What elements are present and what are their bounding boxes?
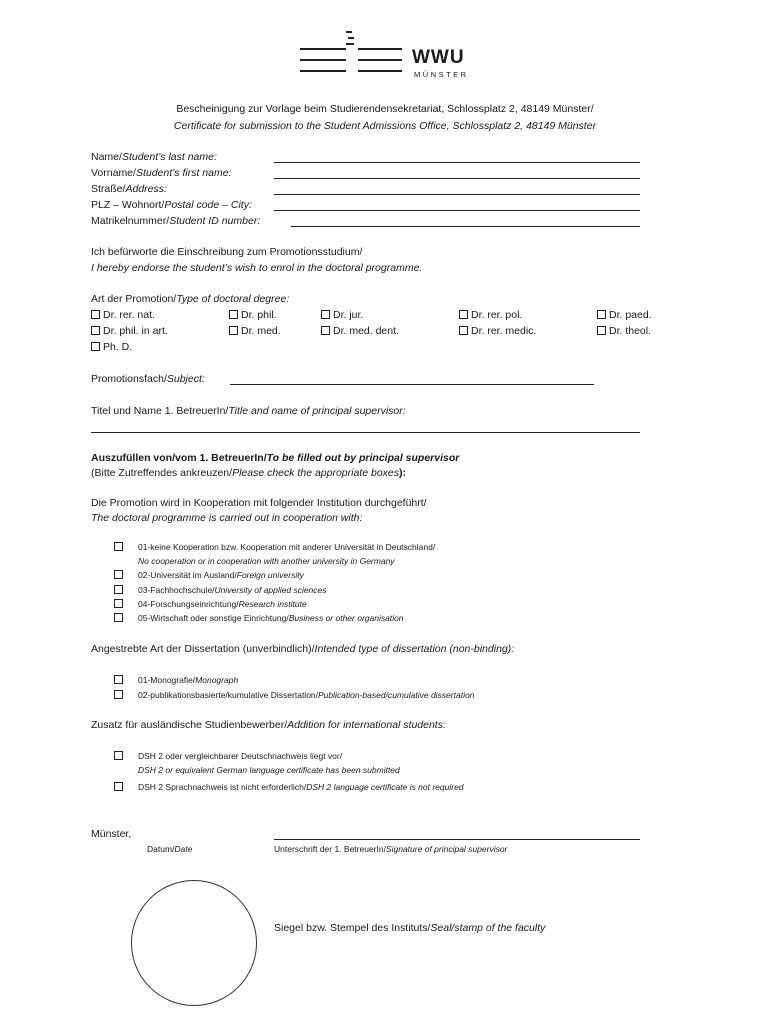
city-label: PLZ – Wohnort/Postal code – City: — [91, 199, 252, 211]
degree-option[interactable]: Dr. rer. medic. — [459, 325, 536, 338]
checkbox-icon[interactable] — [229, 310, 238, 319]
checkbox-icon[interactable] — [459, 310, 468, 319]
student-id-label: Matrikelnummer/Student ID number: — [91, 215, 261, 227]
lastname-label: Name/Student’s last name: — [91, 151, 217, 163]
checkbox-diss-02[interactable] — [114, 690, 123, 699]
date-label: Datum/Date — [147, 844, 193, 854]
diss-option-01: 01-Monografie/Monograph — [138, 675, 239, 685]
section-title: Auszufüllen von/vom 1. BetreuerIn/To be filled out by principal supervisor — [91, 452, 460, 464]
endorse-de: Ich befürworte die Einschreibung zum Promotionsstudium/ — [91, 246, 363, 258]
degree-option[interactable]: Dr. rer. nat. — [91, 309, 155, 322]
firstname-field[interactable] — [274, 178, 640, 179]
coop-option-04: 04-Forschungseinrichtung/Research institute — [138, 599, 307, 609]
checkbox-icon[interactable] — [597, 310, 606, 319]
intl-label: Zusatz für ausländische Studienbewerber/Addition for international students: — [91, 719, 446, 731]
checkbox-intl-01[interactable] — [114, 751, 123, 760]
intl-option-01-en: DSH 2 or equivalent German language certificate has been submitted — [138, 765, 400, 775]
supervisor-label: Titel und Name 1. BetreuerIn/Title and name of principal supervisor: — [91, 405, 406, 417]
checkbox-coop-05[interactable] — [114, 613, 123, 622]
degree-option[interactable]: Ph. D. — [91, 341, 132, 354]
degree-option[interactable]: Dr. theol. — [597, 325, 651, 338]
logo-wwu-text: WWU — [412, 47, 465, 68]
signature-label: Unterschrift der 1. BetreuerIn/Signature of principal supervisor — [274, 844, 508, 854]
checkbox-coop-03[interactable] — [114, 585, 123, 594]
endorse-en: I hereby endorse the student’s wish to enrol in the doctoral programme. — [91, 262, 423, 274]
degree-option[interactable]: Dr. jur. — [321, 309, 363, 322]
city-field[interactable] — [274, 210, 640, 211]
wwu-logo — [296, 28, 476, 82]
checkbox-icon[interactable] — [321, 326, 330, 335]
checkbox-coop-04[interactable] — [114, 599, 123, 608]
checkbox-icon[interactable] — [91, 326, 100, 335]
coop-option-01-en: No cooperation or in cooperation with another university in Germany — [138, 556, 395, 566]
section-subtitle: (Bitte Zutreffendes ankreuzen/Please check the appropriate boxes): — [91, 467, 407, 479]
subject-label: Promotionsfach/Subject: — [91, 373, 205, 385]
supervisor-field[interactable] — [91, 432, 640, 433]
degree-option[interactable]: Dr. phil. in art. — [91, 325, 168, 338]
seal-circle — [131, 880, 257, 1006]
checkbox-coop-01[interactable] — [114, 542, 123, 551]
coop-en: The doctoral programme is carried out in cooperation with: — [91, 512, 363, 524]
subject-field[interactable] — [230, 384, 594, 385]
checkbox-icon[interactable] — [229, 326, 238, 335]
degree-label: Art der Promotion/Type of doctoral degree: — [91, 293, 290, 305]
checkbox-coop-02[interactable] — [114, 570, 123, 579]
firstname-label: Vorname/Student’s first name: — [91, 167, 232, 179]
coop-option-05: 05-Wirtschaft oder sonstige Einrichtung/Business or other organisation — [138, 613, 404, 623]
degree-option[interactable]: Dr. paed. — [597, 309, 652, 322]
coop-de: Die Promotion wird in Kooperation mit folgender Institution durchgeführt/ — [91, 497, 427, 509]
degree-option[interactable]: Dr. phil. — [229, 309, 277, 322]
city-text: Münster, — [91, 828, 132, 840]
signature-field[interactable] — [274, 839, 640, 840]
diss-option-02: 02-publikationsbasierte/kumulative Dissertation/Publication-based/cumulative dissertation — [138, 690, 475, 700]
intl-option-02: DSH 2 Sprachnachweis ist nicht erforderlich/DSH 2 language certificate is not required — [138, 782, 464, 792]
checkbox-icon[interactable] — [91, 310, 100, 319]
degree-option[interactable]: Dr. rer. pol. — [459, 309, 522, 322]
checkbox-intl-02[interactable] — [114, 782, 123, 791]
intl-option-01-de: DSH 2 oder vergleichbarer Deutschnachweis liegt vor/ — [138, 751, 343, 761]
degree-option[interactable]: Dr. med. — [229, 325, 281, 338]
header-en: Certificate for submission to the Student Admissions Office, Schlossplatz 2, 48149 Münster — [173, 120, 597, 132]
degree-option[interactable]: Dr. med. dent. — [321, 325, 399, 338]
coop-option-01-de: 01-keine Kooperation bzw. Kooperation mit anderer Universität in Deutschland/ — [138, 542, 436, 552]
checkbox-icon[interactable] — [459, 326, 468, 335]
student-id-field[interactable] — [291, 226, 640, 227]
checkbox-icon[interactable] — [91, 342, 100, 351]
address-label: Straße/Address: — [91, 183, 167, 195]
lastname-field[interactable] — [274, 162, 640, 163]
checkbox-icon[interactable] — [321, 310, 330, 319]
logo-muenster-text: MÜNSTER — [414, 70, 469, 79]
header-de: Bescheinigung zur Vorlage beim Studierendensekretariat, Schlossplatz 2, 48149 Münster/ — [176, 103, 594, 115]
checkbox-diss-01[interactable] — [114, 675, 123, 684]
dissertation-label: Angestrebte Art der Dissertation (unverbindlich)/Intended type of dissertation (non-binding): — [91, 643, 515, 655]
coop-option-02: 02-Universität im Ausland/Foreign university — [138, 570, 304, 580]
coop-option-03: 03-Fachhochschule/University of applied sciences — [138, 585, 327, 595]
address-field[interactable] — [274, 194, 640, 195]
checkbox-icon[interactable] — [597, 326, 606, 335]
seal-label: Siegel bzw. Stempel des Instituts/Seal/stamp of the faculty — [274, 922, 546, 934]
